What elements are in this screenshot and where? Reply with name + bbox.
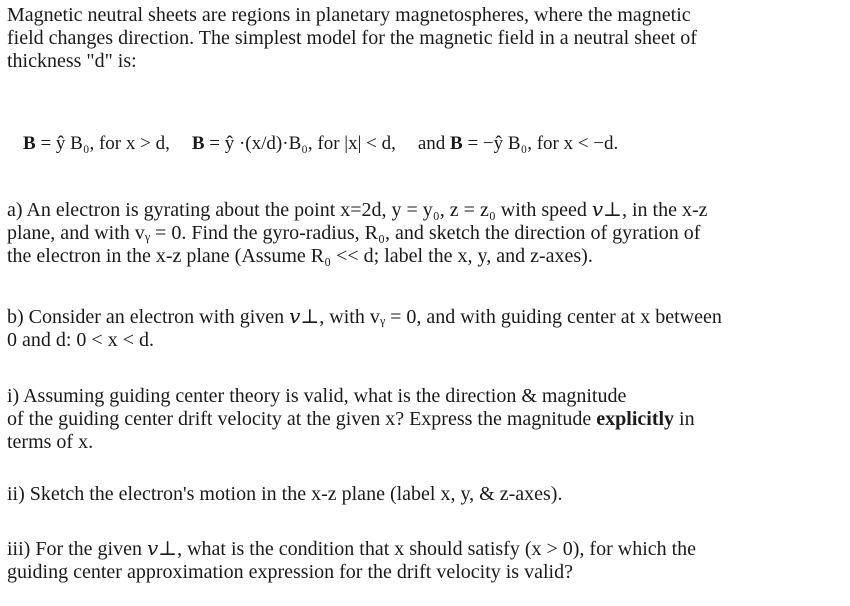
part-i-line-2 — [7, 408, 843, 431]
part-iii-line-2: guiding center approximation expression for the drift velocity is valid? — [7, 561, 573, 583]
intro-paragraph — [7, 4, 843, 73]
part-ii-line-1: ii) Sketch the electron's motion in the x-z plane (label x, y, & z-axes). — [7, 483, 563, 505]
intro-line-3: thickness "d" is: — [7, 50, 137, 72]
part-b-line-1: b) Consider an electron with given 𝑣⊥, with vᵧ = 0, and with guiding center at x between — [7, 306, 722, 328]
part-i-line-2-post: in — [674, 408, 695, 430]
field-symbol: B — [450, 133, 463, 154]
part-a-paragraph — [7, 199, 843, 268]
part-ii-paragraph — [7, 483, 843, 506]
equation-case-negative-text: = −ŷ B₀, for x < −d. — [462, 133, 619, 154]
intro-line-2: field changes direction. The simplest model for the magnetic field in a neutral sheet of — [7, 27, 697, 49]
equation-case-inside-text: = ŷ ·(x/d)·B₀, for |x| < d, — [204, 133, 396, 154]
part-i-line-1: i) Assuming guiding center theory is valid, what is the direction & magnitude — [7, 385, 627, 407]
part-i-paragraph — [7, 385, 843, 454]
intro-line-1: Magnetic neutral sheets are regions in planetary magnetospheres, where the magnetic — [7, 4, 691, 26]
part-b-paragraph — [7, 306, 843, 352]
part-i-line-2-pre: of the guiding center drift velocity at the given x? Express the magnitude — [7, 408, 597, 430]
part-a-line-2: plane, and with vᵧ = 0. Find the gyro-radius, R₀, and sketch the direction of gyration of — [7, 222, 701, 244]
emphasis-explicitly: explicitly — [596, 408, 675, 430]
part-a-line-3: the electron in the x-z plane (Assume R₀ << d; label the x, y, and z-axes). — [7, 245, 593, 267]
equation-and: and — [417, 133, 451, 154]
equation-case-inside — [192, 132, 396, 155]
part-i-line-3: terms of x. — [7, 431, 94, 453]
field-symbol: B — [191, 133, 205, 154]
equation-case-positive-text: = ŷ B₀, for x > d, — [35, 133, 170, 154]
part-iii-paragraph — [7, 538, 843, 584]
part-a-line-1: a) An electron is gyrating about the point x=2d, y = y₀, z = z₀ with speed 𝑣⊥, in the x-z — [7, 199, 708, 221]
field-symbol: B — [23, 133, 36, 154]
part-iii-line-1: iii) For the given 𝑣⊥, what is the condition that x should satisfy (x > 0), for which the — [7, 538, 697, 560]
magnetic-field-equation — [23, 132, 618, 155]
equation-case-positive — [23, 132, 170, 155]
part-b-line-2: 0 and d: 0 < x < d. — [7, 329, 154, 351]
equation-case-negative — [418, 132, 618, 155]
